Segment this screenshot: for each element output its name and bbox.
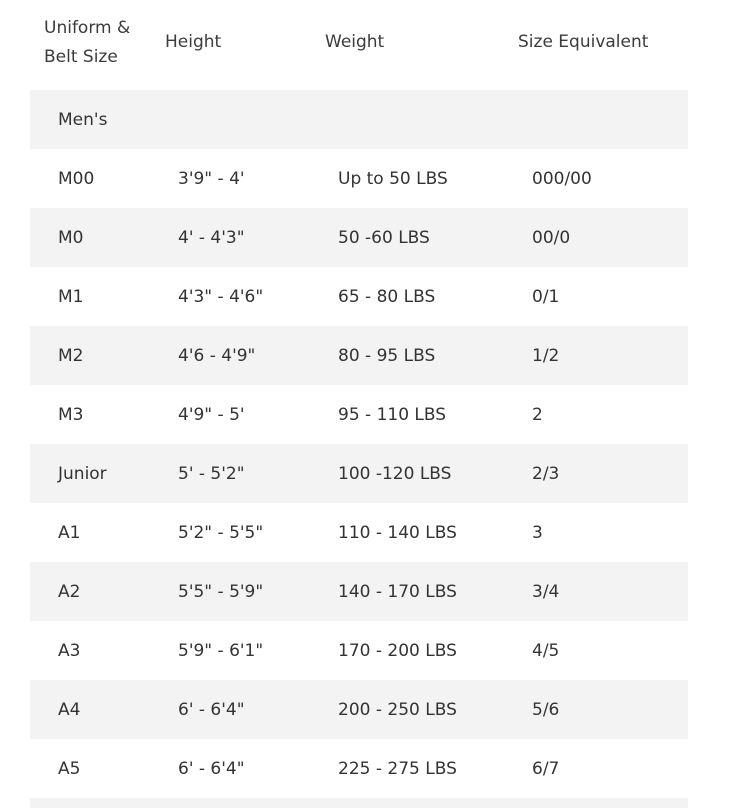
size-chart-table xyxy=(30,90,688,808)
header-uniform-line1: Uniform & xyxy=(44,18,131,38)
cell-equivalent: 3 xyxy=(532,522,543,543)
cell-height: 5'5" - 5'9" xyxy=(178,581,264,602)
cell-weight: Up to 50 LBS xyxy=(338,168,448,189)
cell-size: M3 xyxy=(58,404,84,425)
cell-size: Junior xyxy=(58,463,107,484)
cell-size: A3 xyxy=(58,640,81,661)
table-row xyxy=(30,326,688,385)
cell-height: 5' - 5'2" xyxy=(178,463,245,484)
table-row xyxy=(30,739,688,798)
cell-height: 4' - 4'3" xyxy=(178,227,245,248)
cell-size: M1 xyxy=(58,286,84,307)
cell-size: A5 xyxy=(58,758,81,779)
cell-height: 5'2" - 5'5" xyxy=(178,522,264,543)
cell-weight: 200 - 250 LBS xyxy=(338,699,457,720)
cell-weight: 110 - 140 LBS xyxy=(338,522,457,543)
table-row xyxy=(30,208,688,267)
cell-weight: 80 - 95 LBS xyxy=(338,345,436,366)
table-row xyxy=(30,680,688,739)
table-row xyxy=(30,267,688,326)
cell-equivalent: 1/2 xyxy=(532,345,560,366)
cell-equivalent: 000/00 xyxy=(532,168,592,189)
cell-size: A1 xyxy=(58,522,81,543)
cell-equivalent: 00/0 xyxy=(532,227,571,248)
cell-weight: 225 - 275 LBS xyxy=(338,758,457,779)
header-height: Height xyxy=(165,32,222,52)
cell-size: M2 xyxy=(58,345,84,366)
header-uniform-belt-size xyxy=(44,14,130,72)
cell-size: A2 xyxy=(58,581,81,602)
section-row-mens xyxy=(30,90,688,149)
cell-height: 6' - 6'4" xyxy=(178,758,245,779)
table-header xyxy=(0,0,750,90)
cell-equivalent: 4/5 xyxy=(532,640,560,661)
cell-height: 4'6 - 4'9" xyxy=(178,345,256,366)
table-row xyxy=(30,562,688,621)
cell-equivalent: 5/6 xyxy=(532,699,560,720)
table-row xyxy=(30,503,688,562)
cell-height: 4'3" - 4'6" xyxy=(178,286,264,307)
table-row xyxy=(30,444,688,503)
cell-equivalent: 6/7 xyxy=(532,758,560,779)
cell-equivalent: 2 xyxy=(532,404,543,425)
cell-weight: 65 - 80 LBS xyxy=(338,286,436,307)
cell-height: 3'9" - 4' xyxy=(178,168,245,189)
header-weight: Weight xyxy=(325,32,385,52)
header-uniform-line2: Belt Size xyxy=(44,47,118,67)
table-row xyxy=(30,385,688,444)
cell-equivalent: 2/3 xyxy=(532,463,560,484)
section-label: Men's xyxy=(58,109,108,130)
cell-weight: 50 -60 LBS xyxy=(338,227,430,248)
header-size-equivalent: Size Equivalent xyxy=(518,32,649,52)
cell-height: 6' - 6'4" xyxy=(178,699,245,720)
cell-size: M00 xyxy=(58,168,95,189)
cell-size: A4 xyxy=(58,699,81,720)
cell-weight: 100 -120 LBS xyxy=(338,463,452,484)
table-row xyxy=(30,149,688,208)
cell-weight: 95 - 110 LBS xyxy=(338,404,447,425)
cell-weight: 140 - 170 LBS xyxy=(338,581,457,602)
cell-size: M0 xyxy=(58,227,84,248)
cell-height: 4'9" - 5' xyxy=(178,404,245,425)
cell-equivalent: 0/1 xyxy=(532,286,560,307)
table-row xyxy=(30,621,688,680)
cell-height: 5'9" - 6'1" xyxy=(178,640,264,661)
cell-weight: 170 - 200 LBS xyxy=(338,640,457,661)
cell-equivalent: 3/4 xyxy=(532,581,560,602)
